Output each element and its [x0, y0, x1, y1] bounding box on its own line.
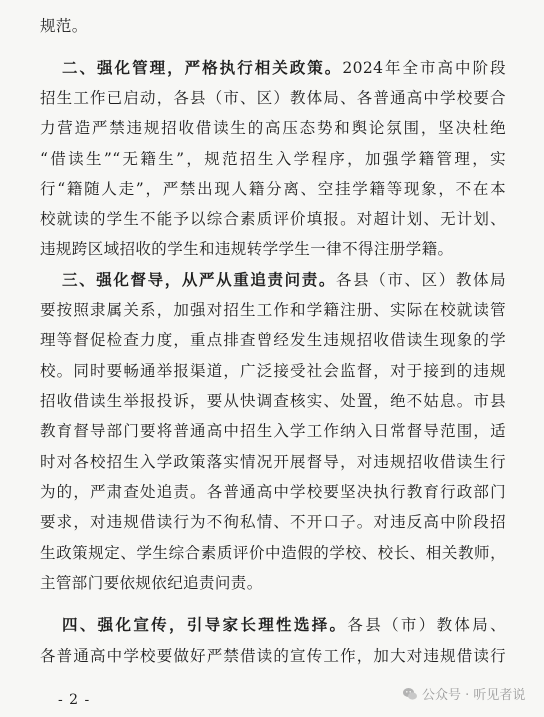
- text-line: 要按照隶属关系，加强对招生工作和学籍注册、实际在校就读管: [40, 301, 506, 319]
- text-span: 各县（市）教体局、: [347, 616, 506, 634]
- text-line: 力营造严禁违规招收借读生的高压态势和舆论氛围，坚决杜绝: [40, 119, 506, 137]
- text-line: 各普通高中学校要做好严禁借读的宣传工作，加大对违规借读行: [40, 647, 506, 665]
- watermark-text: 公众号 · 听见者说: [422, 688, 526, 703]
- text-line: 校。同时要畅通举报渠道，广泛接受社会监督，对于接到的违规: [40, 362, 506, 380]
- watermark: [402, 684, 525, 703]
- section-heading-3: 三、强化督导，从严从重追责问责。: [62, 270, 336, 289]
- text-line: 生政策规定、学生综合素质评价中造假的学校、校长、相关教师，: [40, 544, 506, 562]
- text-line: 规范。: [40, 17, 88, 35]
- section-heading-2: 二、强化管理，严格执行相关政策。: [62, 58, 343, 77]
- wechat-icon: [402, 686, 418, 702]
- text-line: 违规跨区域招收的学生和违规转学学生一律不得注册学籍。: [40, 240, 454, 258]
- page-number: - 2 -: [58, 692, 91, 708]
- text-line: 时对各校招生入学政策落实情况开展督导，对违规招收借读生行: [40, 453, 506, 471]
- text-line: 理等督促检查力度，重点排查曾经发生违规招收借读生现象的学: [40, 331, 506, 349]
- text-line: [62, 615, 506, 635]
- text-line: 校就读的学生不能予以综合素质评价填报。对超计划、无计划、: [40, 210, 506, 228]
- text-line: 要求，对违规借读行为不徇私情、不开口子。对违反高中阶段招: [40, 513, 506, 531]
- text-line: 行“籍随人走”，严禁出现人籍分离、空挂学籍等现象，不在本: [40, 180, 506, 198]
- text-line: 招收借读生举报投诉，要从快调查核实、处置，绝不姑息。市县: [40, 392, 506, 410]
- text-line: [62, 270, 506, 290]
- text-line: 为的，严肃查处追责。各普通高中学校要坚决执行教育行政部门: [40, 483, 506, 501]
- text-line: “借读生”“无籍生”，规范招生入学程序，加强学籍管理，实: [40, 150, 506, 168]
- text-span: 各县（市、区）教体局: [335, 271, 506, 289]
- text-line: [62, 58, 506, 78]
- text-line: 招生工作已启动，各县（市、区）教体局、各普通高中学校要合: [40, 89, 506, 107]
- text-line: 教育督导部门要将普通高中招生入学工作纳入日常督导范围，适: [40, 422, 506, 440]
- section-heading-4: 四、强化宣传，引导家长理性选择。: [62, 615, 348, 634]
- text-line: 主管部门要依规依纪追责问责。: [40, 574, 263, 592]
- text-span: 2024年全市高中阶段: [342, 59, 506, 77]
